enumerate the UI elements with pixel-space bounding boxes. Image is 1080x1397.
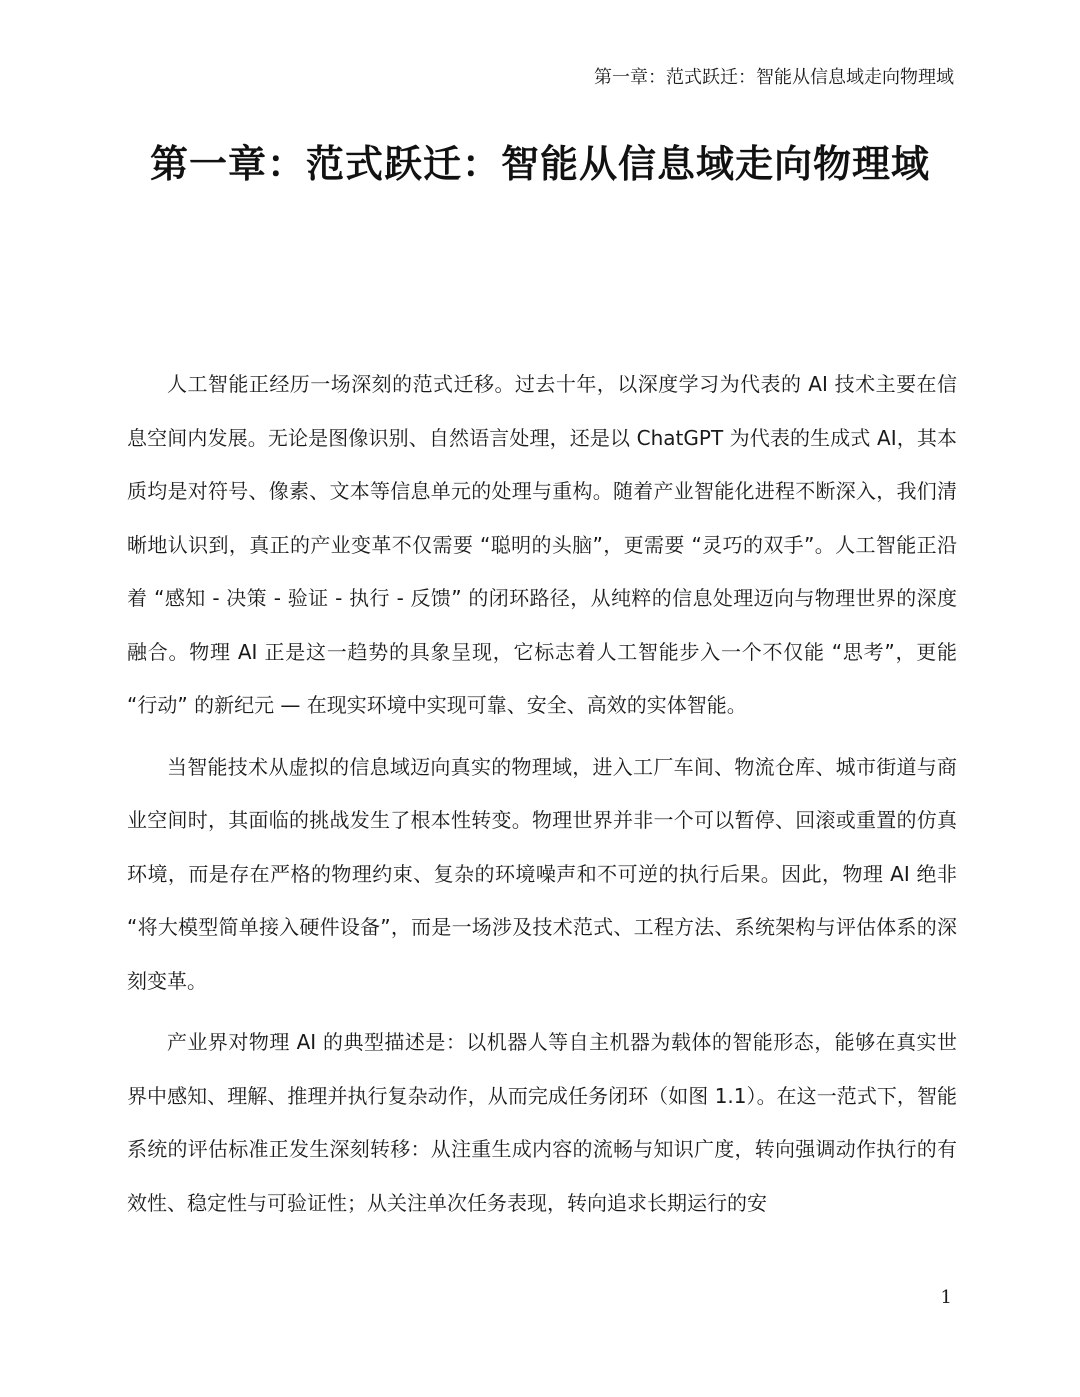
paragraph-3: 产业界对物理 AI 的典型描述是：以机器人等自主机器为载体的智能形态，能够在真实世界中感知、理解、推理并执行复杂动作，从而完成任务闭环（如图 1.1）。在这一范式下，智能系统的评估标准正发生深刻转移：从注重生成内容的流畅与知识广度，转向强调动作执行的有效性、稳定性与可验证性；从关注单次任务表现，转向追求长期运行的安: [127, 1030, 957, 1215]
page-number: 1: [940, 1287, 952, 1308]
body-text: [127, 358, 957, 1238]
chapter-title: 第一章：范式跃迁：智能从信息域走向物理域: [149, 142, 930, 186]
paragraph-2: 当智能技术从虚拟的信息域迈向真实的物理域，进入工厂车间、物流仓库、城市街道与商业空间时，其面临的挑战发生了根本性转变。物理世界并非一个可以暂停、回滚或重置的仿真环境，而是存在严格的物理约束、复杂的环境噪声和不可逆的执行后果。因此，物理 AI 绝非 “将大模型简单接入硬件设备”，而是一场涉及技术范式、工程方法、系统架构与评估体系的深刻变革。: [127, 754, 957, 993]
paragraph-1: 人工智能正经历一场深刻的范式迁移。过去十年，以深度学习为代表的 AI 技术主要在信息空间内发展。无论是图像识别、自然语言处理，还是以 ChatGPT 为代表的生成式 AI，其本质均是对符号、像素、文本等信息单元的处理与重构。随着产业智能化进程不断深入，我们清晰地认识到，真正的产业变革不仅需要 “聪明的头脑”，更需要 “灵巧的双手”。人工智能正沿着 “感知 - 决策 - 验证 - 执行 - 反馈” 的闭环路径，从纯粹的信息处理迈向与物理世界的深度融合。物理 AI 正是这一趋势的具象呈现，它标志着人工智能步入一个不仅能 “思考”，更能 “行动” 的新纪元 — 在现实环境中实现可靠、安全、高效的实体智能。: [127, 372, 957, 717]
running-header: 第一章：范式跃迁：智能从信息域走向物理域: [594, 67, 954, 88]
